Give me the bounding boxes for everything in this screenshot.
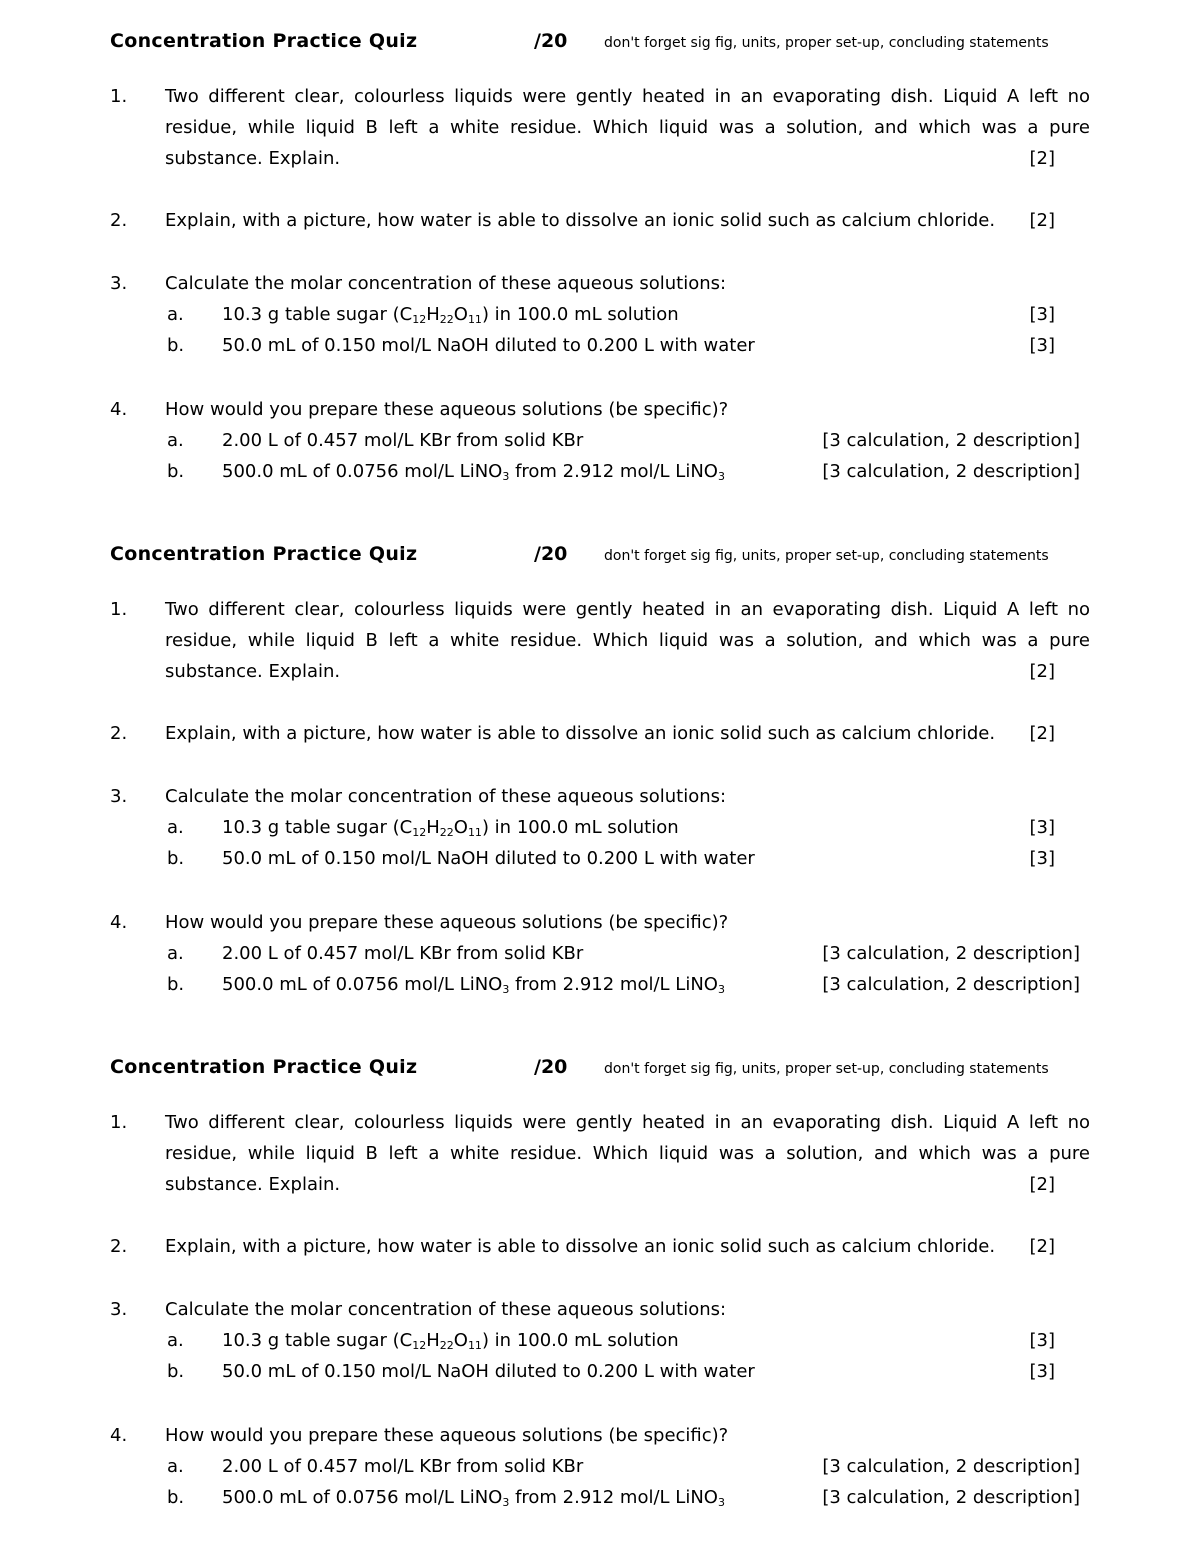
question-number: 1. <box>110 86 128 107</box>
question-3b <box>165 1356 1090 1387</box>
sub-letter: b. <box>167 461 185 482</box>
quiz-title: Concentration Practice Quiz <box>110 30 418 52</box>
question-text: Two different clear, colourless liquids were gently heated in an evaporating dish. Liquid A left no residue, while liquid B left a white residue. Which liquid was a solution, and which was a pure substance. Explain. <box>165 86 1090 169</box>
quiz-header <box>110 28 1090 62</box>
sub-text: 2.00 L of 0.457 mol/L KBr from solid KBr <box>222 943 584 964</box>
sub-text: 500.0 mL of 0.0756 mol/L LiNO$_3$ from 2.912 mol/L LiNO$_3$ <box>222 461 725 483</box>
sub-points: [3 calculation, 2 description] <box>822 461 1080 482</box>
sub-letter: b. <box>167 1487 185 1508</box>
question-3a <box>165 812 1090 843</box>
question-number: 4. <box>110 1425 128 1446</box>
question-1 <box>110 594 1090 689</box>
question-text: Calculate the molar concentration of these aqueous solutions: <box>165 786 727 807</box>
question-points: [2] <box>1029 1236 1055 1257</box>
question-number: 1. <box>110 599 128 620</box>
sub-text: 2.00 L of 0.457 mol/L KBr from solid KBr <box>222 1456 584 1477</box>
sub-letter: b. <box>167 1361 185 1382</box>
quiz-reminder: don't forget sig fig, units, proper set-up, concluding statements <box>604 548 1049 564</box>
quiz-header <box>110 541 1090 575</box>
sub-text: 50.0 mL of 0.150 mol/L NaOH diluted to 0.200 L with water <box>222 1361 755 1382</box>
question-4b <box>165 969 1090 1000</box>
question-4 <box>110 1420 1090 1515</box>
question-3a <box>165 299 1090 330</box>
quiz-score-total: /20 <box>534 1056 568 1078</box>
question-number: 2. <box>110 1236 128 1257</box>
question-number: 2. <box>110 210 128 231</box>
sub-letter: a. <box>167 817 184 838</box>
sub-points: [3 calculation, 2 description] <box>822 1456 1080 1477</box>
question-number: 1. <box>110 1112 128 1133</box>
question-text: Explain, with a picture, how water is able to dissolve an ionic solid such as calcium chloride. <box>165 210 996 231</box>
question-text: Explain, with a picture, how water is able to dissolve an ionic solid such as calcium chloride. <box>165 1236 996 1257</box>
question-text: Calculate the molar concentration of these aqueous solutions: <box>165 273 727 294</box>
question-text: Two different clear, colourless liquids were gently heated in an evaporating dish. Liquid A left no residue, while liquid B left a white residue. Which liquid was a solution, and which was a pure substance. Explain. <box>165 599 1090 682</box>
quiz-score-total: /20 <box>534 543 568 565</box>
question-points: [2] <box>1029 148 1055 169</box>
sub-text: 10.3 g table sugar $(C_{12}H_{22}O_{11})$ in 100.0 mL solution <box>222 1330 679 1352</box>
sub-points: [3] <box>1029 335 1055 356</box>
question-points: [2] <box>1029 661 1055 682</box>
question-3b <box>165 843 1090 874</box>
quiz-block <box>0 28 1200 528</box>
quiz-block <box>0 541 1200 1041</box>
sub-points: [3] <box>1029 304 1055 325</box>
sub-points: [3] <box>1029 1330 1055 1351</box>
question-text: How would you prepare these aqueous solutions (be specific)? <box>165 399 729 420</box>
quiz-block <box>0 1054 1200 1554</box>
question-text: How would you prepare these aqueous solutions (be specific)? <box>165 912 729 933</box>
sub-points: [3 calculation, 2 description] <box>822 943 1080 964</box>
quiz-title: Concentration Practice Quiz <box>110 543 418 565</box>
sub-text: 500.0 mL of 0.0756 mol/L LiNO$_3$ from 2.912 mol/L LiNO$_3$ <box>222 974 725 996</box>
sub-letter: a. <box>167 1330 184 1351</box>
quiz-header <box>110 1054 1090 1088</box>
quiz-score-total: /20 <box>534 30 568 52</box>
question-4a <box>165 1451 1090 1482</box>
sub-text: 10.3 g table sugar $(C_{12}H_{22}O_{11})$ in 100.0 mL solution <box>222 304 679 326</box>
sub-text: 10.3 g table sugar $(C_{12}H_{22}O_{11})$ in 100.0 mL solution <box>222 817 679 839</box>
sub-text: 50.0 mL of 0.150 mol/L NaOH diluted to 0.200 L with water <box>222 848 755 869</box>
question-4a <box>165 425 1090 456</box>
question-number: 4. <box>110 399 128 420</box>
question-1 <box>110 1107 1090 1202</box>
question-2 <box>110 718 1090 749</box>
question-2 <box>110 1231 1090 1262</box>
question-3 <box>110 1294 1090 1389</box>
question-points: [2] <box>1029 210 1055 231</box>
sub-letter: a. <box>167 1456 184 1477</box>
question-number: 3. <box>110 1299 128 1320</box>
sub-points: [3] <box>1029 1361 1055 1382</box>
question-1 <box>110 81 1090 176</box>
question-text: Calculate the molar concentration of these aqueous solutions: <box>165 1299 727 1320</box>
question-text: Explain, with a picture, how water is able to dissolve an ionic solid such as calcium chloride. <box>165 723 996 744</box>
question-2 <box>110 205 1090 236</box>
question-number: 3. <box>110 786 128 807</box>
question-4 <box>110 907 1090 1002</box>
quiz-reminder: don't forget sig fig, units, proper set-up, concluding statements <box>604 35 1049 51</box>
quiz-reminder: don't forget sig fig, units, proper set-up, concluding statements <box>604 1061 1049 1077</box>
question-number: 3. <box>110 273 128 294</box>
question-3a <box>165 1325 1090 1356</box>
question-4b <box>165 1482 1090 1513</box>
question-points: [2] <box>1029 1174 1055 1195</box>
sub-letter: b. <box>167 848 185 869</box>
sub-letter: a. <box>167 304 184 325</box>
sub-points: [3] <box>1029 817 1055 838</box>
sub-text: 2.00 L of 0.457 mol/L KBr from solid KBr <box>222 430 584 451</box>
sub-points: [3 calculation, 2 description] <box>822 974 1080 995</box>
question-number: 2. <box>110 723 128 744</box>
question-3b <box>165 330 1090 361</box>
sub-letter: a. <box>167 430 184 451</box>
question-points: [2] <box>1029 723 1055 744</box>
sub-letter: b. <box>167 335 185 356</box>
sub-letter: b. <box>167 974 185 995</box>
sub-text: 500.0 mL of 0.0756 mol/L LiNO$_3$ from 2.912 mol/L LiNO$_3$ <box>222 1487 725 1509</box>
question-4b <box>165 456 1090 487</box>
question-text: Two different clear, colourless liquids were gently heated in an evaporating dish. Liquid A left no residue, while liquid B left a white residue. Which liquid was a solution, and which was a pure substance. Explain. <box>165 1112 1090 1195</box>
question-text: How would you prepare these aqueous solutions (be specific)? <box>165 1425 729 1446</box>
question-3 <box>110 781 1090 876</box>
question-4a <box>165 938 1090 969</box>
sub-points: [3 calculation, 2 description] <box>822 430 1080 451</box>
question-number: 4. <box>110 912 128 933</box>
question-4 <box>110 394 1090 489</box>
sub-points: [3] <box>1029 848 1055 869</box>
sub-text: 50.0 mL of 0.150 mol/L NaOH diluted to 0.200 L with water <box>222 335 755 356</box>
sub-points: [3 calculation, 2 description] <box>822 1487 1080 1508</box>
sub-letter: a. <box>167 943 184 964</box>
quiz-title: Concentration Practice Quiz <box>110 1056 418 1078</box>
question-3 <box>110 268 1090 363</box>
